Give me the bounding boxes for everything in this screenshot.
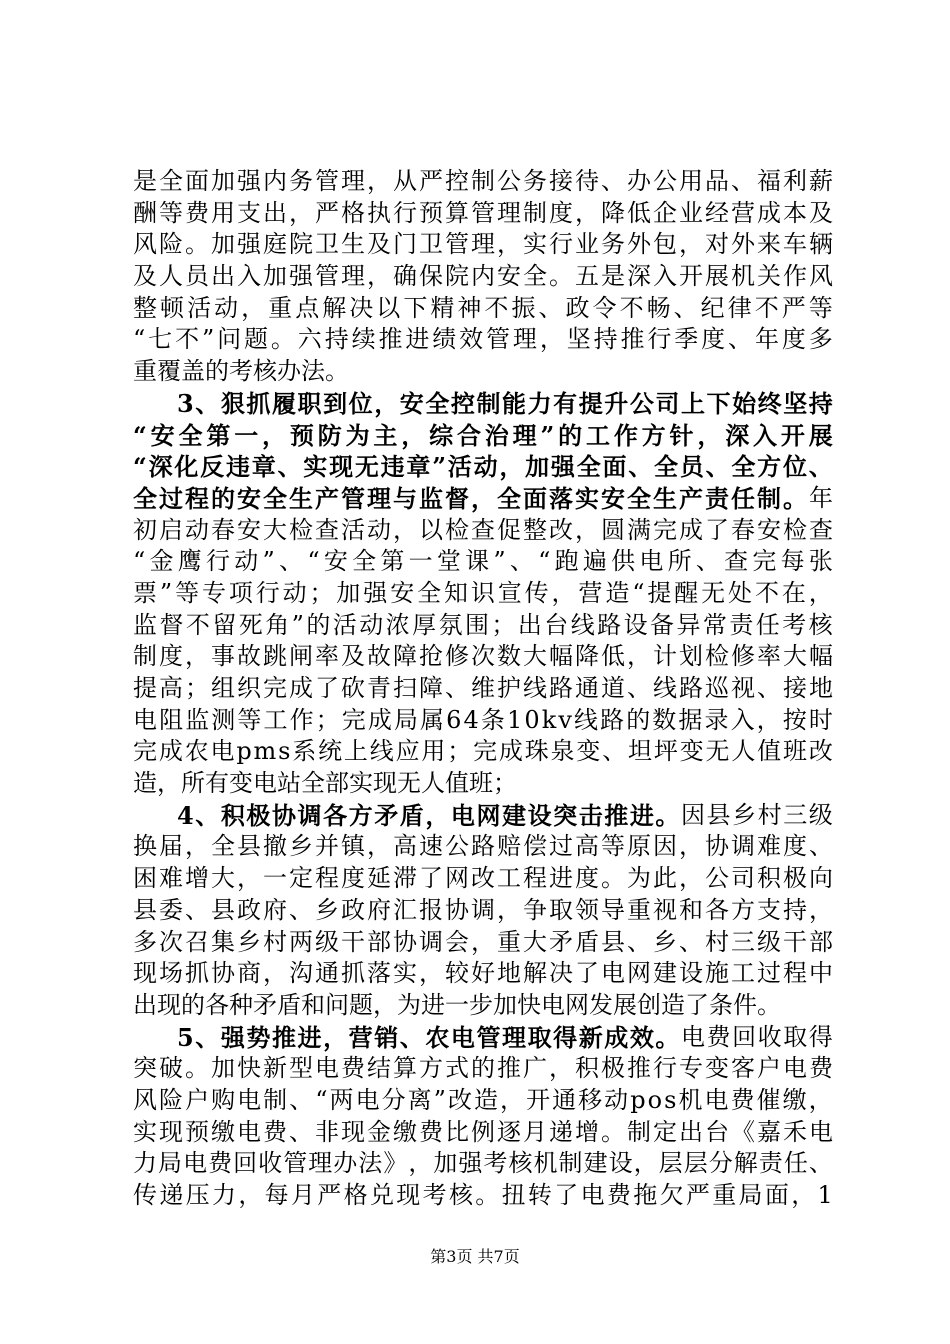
text-line: 出 现 的 各 种 矛 盾 和 问 题 ， 为 进 一 步 加 快 电 网 发 展 创 造 了 条 件 。 bbox=[133, 990, 781, 1019]
text-line: “ 深 化 反 违 章 、 实 现 无 违 章 ” 活 动 ， 加 强 全 面 、 全 员 、 全 方 位 、 bbox=[133, 452, 833, 482]
paragraph bbox=[133, 166, 833, 388]
text-line: 票 ” 等 专 项 行 动 ； 加 强 安 全 知 识 宣 传 ， 营 造 “ 提 醒 无 处 不 在 ， bbox=[133, 578, 833, 607]
text-line: 力 局 电 费 回 收 管 理 办 法 》 ， 加 强 考 核 机 制 建 设 ， 层 层 分 解 责 任 、 bbox=[133, 1149, 833, 1178]
text-line: 完 成 农 电 p m s 系 统 上 线 应 用 ； 完 成 珠 泉 变 、 坦 坪 变 无 人 值 班 改 bbox=[133, 737, 833, 766]
text-line: 风 险 。 加 强 庭 院 卫 生 及 门 卫 管 理 ， 实 行 业 务 外 包 ， 对 外 来 车 辆 bbox=[133, 230, 833, 259]
text-line: 酬 等 费 用 支 出 ， 严 格 执 行 预 算 管 理 制 度 ， 降 低 企 业 经 营 成 本 及 bbox=[133, 198, 833, 227]
text-line: 整 顿 活 动 ， 重 点 解 决 以 下 精 神 不 振 、 政 令 不 畅 、 纪 律 不 严 等 bbox=[133, 293, 833, 322]
text-line: 实 现 预 缴 电 费 、 非 现 金 缴 费 比 例 逐 月 递 增 。 制 定 出 台 《 嘉 禾 电 bbox=[133, 1117, 833, 1146]
text-line: 监 督 不 留 死 角 ” 的 活 动 浓 厚 氛 围 ； 出 台 线 路 设 备 异 常 责 任 考 核 bbox=[133, 610, 833, 639]
text-line: “ 七 不 ” 问 题 。 六 持 续 推 进 绩 效 管 理 ， 坚 持 推 行 季 度 、 年 度 多 bbox=[133, 325, 833, 354]
text-line: 及 人 员 出 入 加 强 管 理 ， 确 保 院 内 安 全 。 五 是 深 入 开 展 机 关 作 风 bbox=[133, 262, 833, 291]
paragraph bbox=[133, 800, 833, 1022]
text-line: 换 届 ， 全 县 撤 乡 并 镇 ， 高 速 公 路 赔 偿 过 高 等 原 因 ， 协 调 难 度 、 bbox=[133, 832, 833, 861]
text-line: 现 场 抓 协 商 ， 沟 通 抓 落 实 ， 较 好 地 解 决 了 电 网 建 设 施 工 过 程 中 bbox=[133, 959, 833, 988]
text-line: 是 全 面 加 强 内 务 管 理 ， 从 严 控 制 公 务 接 待 、 办 公 用 品 、 福 利 薪 bbox=[133, 167, 833, 195]
text-line: 5 、 强 势 推 进 ， 营 销 、 农 电 管 理 取 得 新 成 效 。 电 费 回 收 取 得 bbox=[177, 1022, 833, 1052]
text-line: 重 覆 盖 的 考 核 办 法 。 bbox=[133, 357, 349, 386]
text-line: 多 次 召 集 乡 村 两 级 干 部 协 调 会 ， 重 大 矛 盾 县 、 乡 、 村 三 级 干 部 bbox=[133, 927, 833, 956]
text-line: “ 安 全 第 一 ， 预 防 为 主 ， 综 合 治 理 ” 的 工 作 方 针 ， 深 入 开 展 bbox=[133, 420, 833, 450]
text-line: 4 、 积 极 协 调 各 方 矛 盾 ， 电 网 建 设 突 击 推 进 。 因 县 乡 村 三 级 bbox=[177, 800, 833, 830]
text-line: 电 阻 监 测 等 工 作 ； 完 成 局 属 6 4 条 1 0 k v 线 路 的 数 据 录 入 ， 按 时 bbox=[133, 705, 833, 734]
text-line: 提 高 ； 组 织 完 成 了 砍 青 扫 障 、 维 护 线 路 通 道 、 线 路 巡 视 、 接 地 bbox=[133, 674, 833, 702]
paragraph bbox=[133, 1022, 833, 1212]
text-line: 风 险 户 购 电 制 、 “ 两 电 分 离 ” 改 造 ， 开 通 移 动 p o s 机 电 费 催 缴 ， bbox=[133, 1085, 833, 1114]
text-line: 初 启 动 春 安 大 检 查 活 动 ， 以 检 查 促 整 改 ， 圆 满 完 成 了 春 安 检 查 bbox=[133, 515, 833, 544]
text-line: 困 难 增 大 ， 一 定 程 度 延 滞 了 网 改 工 程 进 度 。 为 此 ， 公 司 积 极 向 bbox=[133, 864, 833, 893]
text-line: 3 、 狠 抓 履 职 到 位 ， 安 全 控 制 能 力 有 提 升 公 司 上 下 始 终 坚 持 bbox=[177, 388, 833, 418]
page-footer: 第3页 共7页 bbox=[430, 1247, 520, 1266]
text-line: 突 破 。 加 快 新 型 电 费 结 算 方 式 的 推 广 ， 积 极 推 行 专 变 客 户 电 费 bbox=[133, 1054, 833, 1083]
body-text bbox=[133, 166, 833, 1212]
text-line: 传 递 压 力 ， 每 月 严 格 兑 现 考 核 。 扭 转 了 电 费 拖 欠 严 重 局 面 ， 1 bbox=[133, 1181, 833, 1209]
text-line: 县 委 、 县 政 府 、 乡 政 府 汇 报 协 调 ， 争 取 领 导 重 视 和 各 方 支 持 ， bbox=[133, 895, 833, 924]
paragraph bbox=[133, 388, 833, 800]
text-line: 制 度 ， 事 故 跳 闸 率 及 故 障 抢 修 次 数 大 幅 降 低 ， 计 划 检 修 率 大 幅 bbox=[133, 642, 833, 671]
text-line: “ 金 鹰 行 动 ” 、 “ 安 全 第 一 堂 课 ” 、 “ 跑 遍 供 电 所 、 查 完 每 张 bbox=[133, 547, 833, 576]
text-line: 全 过 程 的 安 全 生 产 管 理 与 监 督 ， 全 面 落 实 安 全 生 产 责 任 制 。 年 bbox=[133, 483, 833, 513]
text-line: 造 ， 所 有 变 电 站 全 部 实 现 无 人 值 班 ； bbox=[133, 769, 517, 798]
